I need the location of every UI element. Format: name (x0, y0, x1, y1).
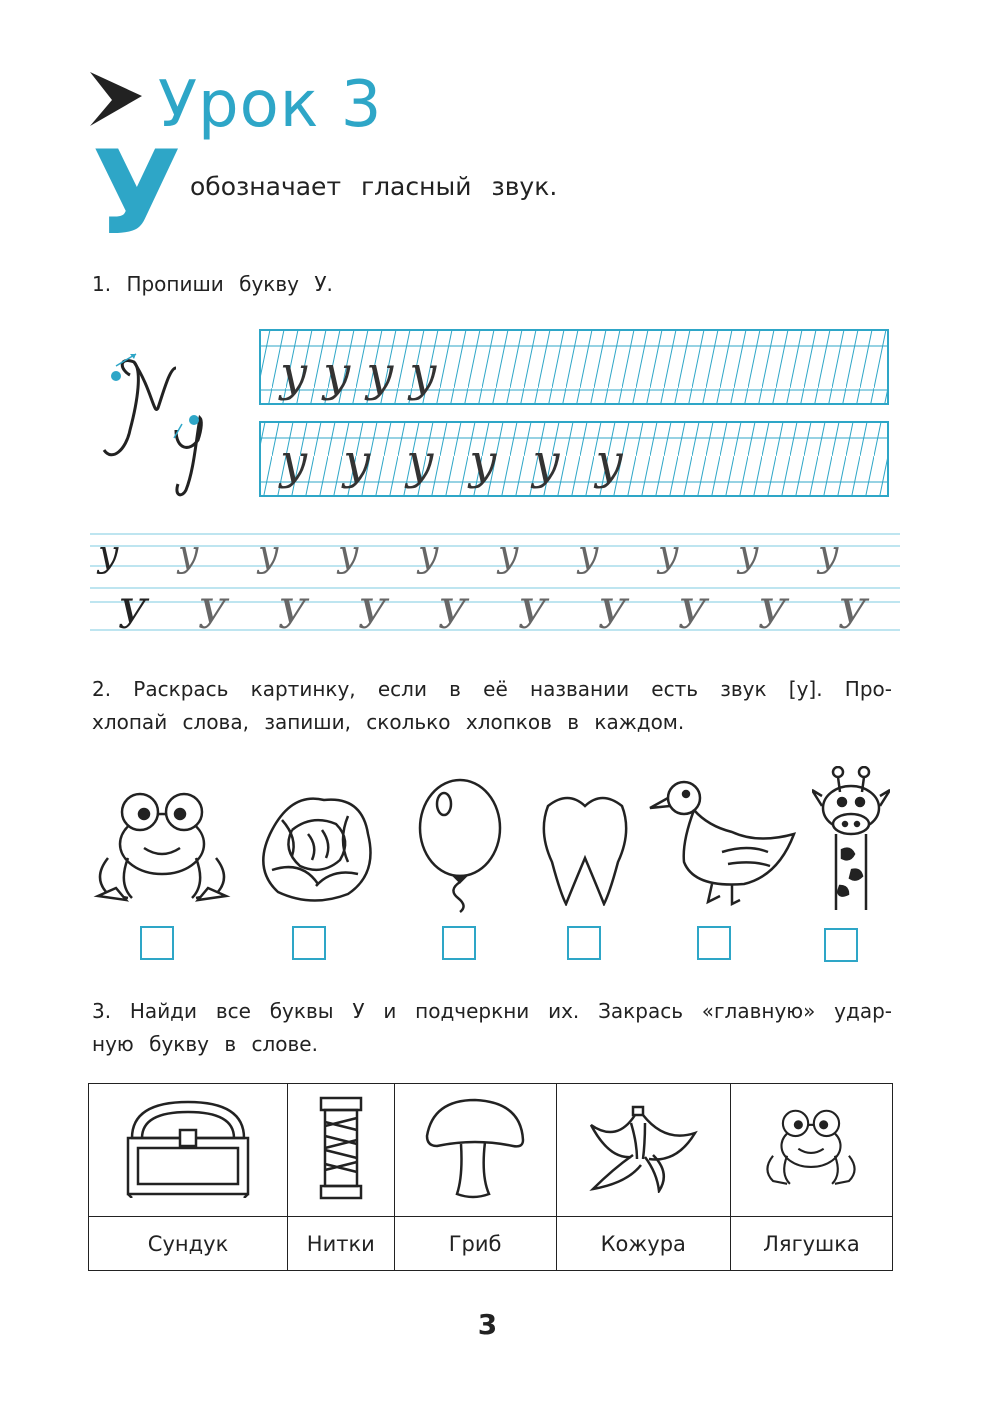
header-arrow-icon (88, 70, 148, 130)
word-cell: Лягушка (730, 1217, 892, 1271)
pair-upper: у (178, 534, 199, 575)
duck-icon (648, 772, 802, 908)
task-3-text (92, 995, 892, 1061)
spool-icon (311, 1096, 371, 1200)
sample-letter-lower (174, 415, 201, 495)
pair-upper: у (498, 534, 519, 575)
table-cell-mushroom (394, 1084, 556, 1217)
answer-box-duck[interactable] (697, 926, 731, 960)
pair-upper: у (578, 534, 599, 575)
answer-box-balloon[interactable] (442, 926, 476, 960)
pair-lower: У (838, 592, 867, 638)
chest-icon (124, 1098, 252, 1198)
pair-lower: У (518, 592, 547, 638)
pair-lower: У (358, 592, 387, 638)
sample-letter-upper (104, 354, 176, 455)
pair-upper: у (818, 534, 839, 575)
practice-row-1: у у у у (280, 346, 438, 402)
answer-box-frog[interactable] (140, 926, 174, 960)
pair-lower: У (118, 592, 147, 638)
table-cell-peel (556, 1084, 730, 1217)
pair-upper: у (98, 534, 119, 575)
word-cell: Сундук (89, 1217, 288, 1271)
frog-icon (88, 788, 236, 906)
lesson-title: Урок 3 (158, 68, 383, 142)
answer-box-tooth[interactable] (567, 926, 601, 960)
task-2-line-2: хлопай слова, запиши, сколько хлопков в каждом. (92, 710, 685, 734)
practice-row-2: у у у у у у (280, 434, 634, 490)
word-cell: Гриб (394, 1217, 556, 1271)
frog-small-icon (759, 1106, 863, 1190)
big-letter: У (92, 126, 182, 261)
answer-box-cabbage[interactable] (292, 926, 326, 960)
pair-upper: у (738, 534, 759, 575)
table-cell-frog (730, 1084, 892, 1217)
task-3-line-2: ную букву в слове. (92, 1032, 318, 1056)
pair-upper: у (258, 534, 279, 575)
word-cell: Кожура (556, 1217, 730, 1271)
balloon-icon (414, 778, 506, 914)
pair-lower: У (198, 592, 227, 638)
word-cell: Нитки (288, 1217, 395, 1271)
page-number: 3 (477, 1308, 498, 1341)
pair-lower: У (678, 592, 707, 638)
tooth-icon (538, 792, 632, 906)
pair-lower: У (758, 592, 787, 638)
pair-lower: У (438, 592, 467, 638)
table-cell-spool (288, 1084, 395, 1217)
pair-upper: у (658, 534, 679, 575)
banana-peel-icon (587, 1103, 699, 1193)
pair-upper: у (338, 534, 359, 575)
table-cell-chest (89, 1084, 288, 1217)
cabbage-icon (252, 790, 378, 906)
mushroom-icon (423, 1096, 527, 1200)
pair-lower: У (598, 592, 627, 638)
copybook-area (90, 320, 900, 650)
task-1-text: 1. Пропиши букву У. (92, 272, 333, 296)
task-2-text (92, 673, 892, 739)
word-table (88, 1083, 893, 1271)
task-3-line-1: 3. Найди все буквы У и подчеркни их. Закрась «главную» удар- (92, 999, 892, 1023)
letter-pairs (96, 534, 870, 638)
giraffe-icon (812, 766, 890, 912)
answer-box-giraffe[interactable] (824, 928, 858, 962)
pair-upper: у (418, 534, 439, 575)
pair-lower: У (278, 592, 307, 638)
letter-description: обозначает гласный звук. (190, 172, 558, 201)
task-2-line-1: 2. Раскрась картинку, если в её названии есть звук [у]. Про- (92, 677, 892, 701)
